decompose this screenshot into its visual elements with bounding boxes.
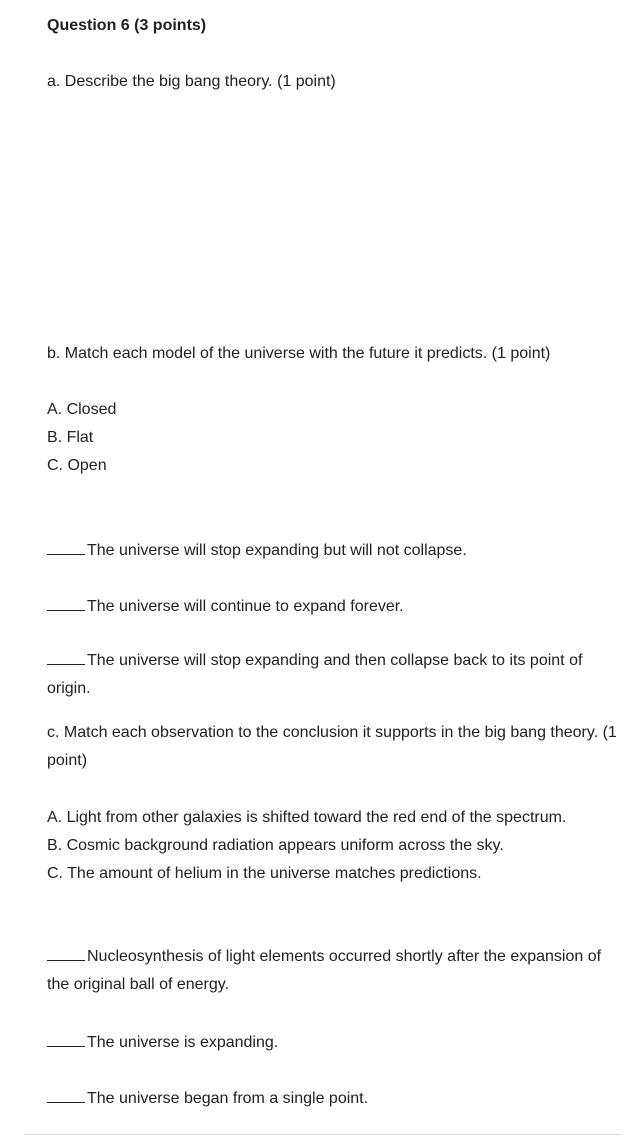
part-b-statement-2 bbox=[47, 597, 404, 616]
answer-blank[interactable] bbox=[47, 651, 85, 665]
part-b-statement-3 bbox=[47, 647, 619, 703]
statement-text: The universe is expanding. bbox=[87, 1034, 279, 1051]
part-c-option-c: C. The amount of helium in the universe matches predictions. bbox=[47, 865, 482, 882]
question-title: Question 6 (3 points) bbox=[47, 17, 207, 34]
statement-text: The universe will stop expanding and then collapse back to its point of origin. bbox=[47, 652, 583, 697]
bottom-divider bbox=[24, 1134, 622, 1135]
part-a-prompt: a. Describe the big bang theory. (1 point) bbox=[47, 73, 336, 90]
part-b-option-a: A. Closed bbox=[47, 401, 117, 418]
answer-blank[interactable] bbox=[47, 597, 85, 611]
part-c-option-b: B. Cosmic background radiation appears uniform across the sky. bbox=[47, 837, 504, 854]
part-b-option-c: C. Open bbox=[47, 457, 107, 474]
part-b-statement-1 bbox=[47, 541, 467, 560]
part-c-statement-3 bbox=[47, 1089, 368, 1108]
statement-text: The universe began from a single point. bbox=[87, 1090, 369, 1107]
part-c-option-a: A. Light from other galaxies is shifted toward the red end of the spectrum. bbox=[47, 809, 567, 826]
answer-blank[interactable] bbox=[47, 947, 85, 961]
part-c-statement-1 bbox=[47, 943, 619, 999]
statement-text: Nucleosynthesis of light elements occurred shortly after the expansion of the original ball of energy. bbox=[47, 948, 602, 993]
part-c-statement-2 bbox=[47, 1033, 278, 1052]
answer-blank[interactable] bbox=[47, 541, 85, 555]
part-b-option-b: B. Flat bbox=[47, 429, 94, 446]
answer-blank[interactable] bbox=[47, 1033, 85, 1047]
answer-blank[interactable] bbox=[47, 1089, 85, 1103]
statement-text: The universe will continue to expand forever. bbox=[87, 598, 404, 615]
statement-text: The universe will stop expanding but will not collapse. bbox=[87, 542, 467, 559]
part-b-prompt: b. Match each model of the universe with the future it predicts. (1 point) bbox=[47, 345, 551, 362]
part-c-prompt: c. Match each observation to the conclusion it supports in the big bang theory. (1 point) bbox=[47, 724, 617, 769]
